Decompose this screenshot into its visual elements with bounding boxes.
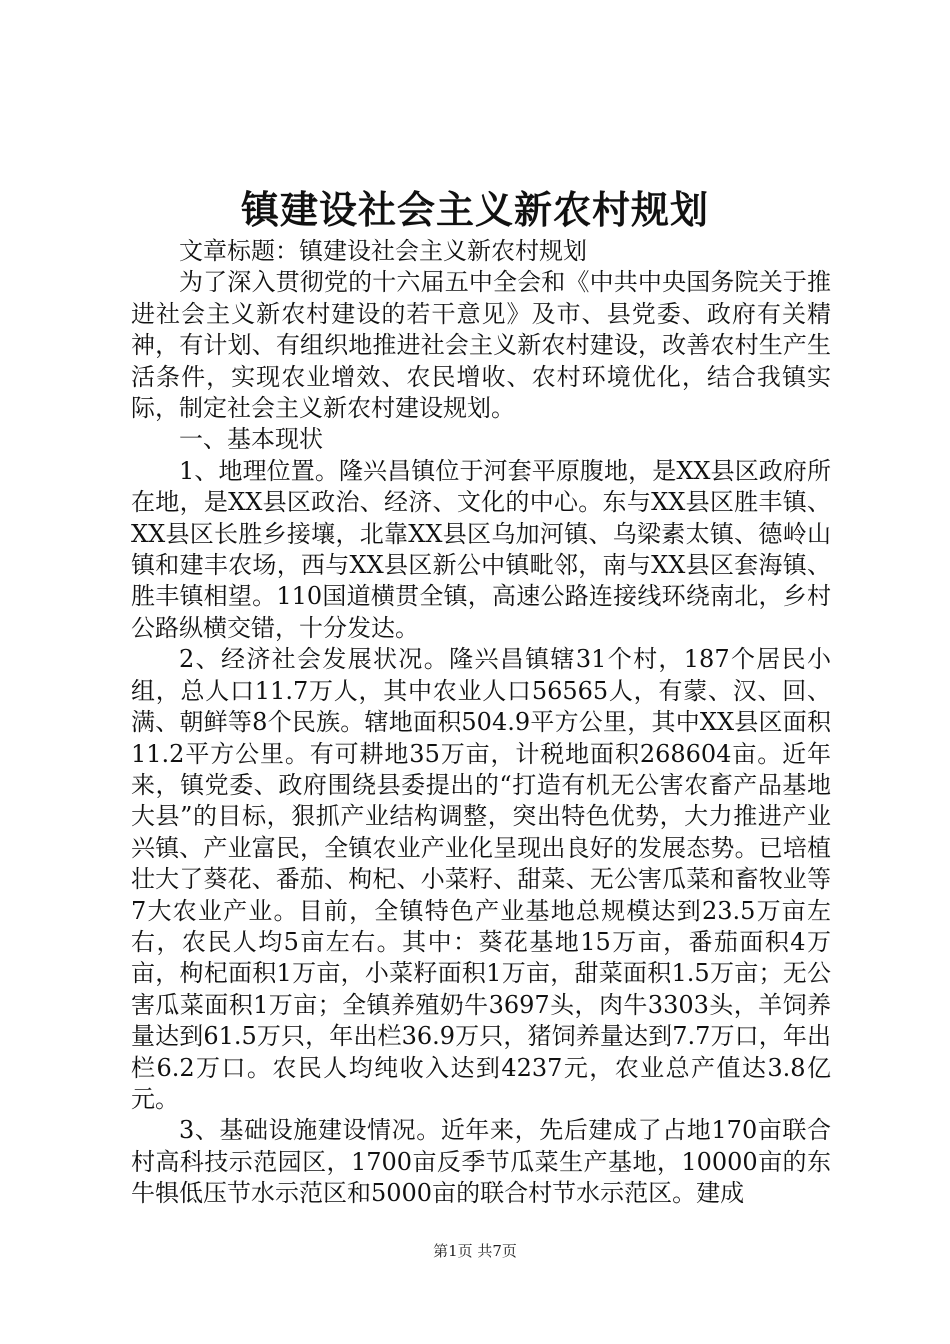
- paragraph-infrastructure: 3、基础设施建设情况。近年来，先后建成了占地170亩联合村高科技示范园区，1700亩反季节瓜菜生产基地，10000亩的东牛犋低压节水示范区和5000亩的联合村节水示范区。建成: [131, 1116, 831, 1208]
- paragraph-geography: 1、地理位置。隆兴昌镇位于河套平原腹地，是XX县区政府所在地，是XX县区政治、经济、文化的中心。东与XX县区胜丰镇、XX县区长胜乡接壤，北靠XX县区乌加河镇、乌梁素太镇、德岭山镇和建丰农场，西与XX县区新公中镇毗邻，南与XX县区套海镇、胜丰镇相望。110国道横贯全镇，高速公路连接线环绕南北，乡村公路纵横交错，十分发达。: [131, 456, 831, 642]
- document-body: [131, 236, 831, 1210]
- paragraph-intro: 为了深入贯彻党的十六届五中全会和《中共中央国务院关于推进社会主义新农村建设的若干意见》及市、县党委、政府有关精神，有计划、有组织地推进社会主义新农村建设，改善农村生产生活条件，实现农业增效、农民增收、农村环境优化，结合我镇实际，制定社会主义新农村建设规划。: [131, 268, 831, 423]
- section-heading-basic-status: 一、基本现状: [179, 425, 323, 454]
- document-title: 镇建设社会主义新农村规划: [240, 187, 709, 232]
- page-footer: 第1页 共7页: [433, 1242, 517, 1260]
- article-title-line: 文章标题：镇建设社会主义新农村规划: [179, 237, 587, 265]
- paragraph-economy: 2、经济社会发展状况。隆兴昌镇辖31个村，187个居民小组，总人口11.7万人，其中农业人口56565人，有蒙、汉、回、满、朝鲜等8个民族。辖地面积504.9平方公里，其中XX县区面积11.2平方公里。有可耕地35万亩，计税地面积268604亩。近年来，镇党委、政府围绕县委提出的“打造有机无公害农畜产品基地大县”的目标，狠抓产业结构调整，突出特色优势，大力推进产业兴镇、产业富民，全镇农业产业化呈现出良好的发展态势。已培植壮大了葵花、番茄、枸杞、小菜籽、甜菜、无公害瓜菜和畜牧业等7大农业产业。目前，全镇特色产业基地总规模达到23.5万亩左右，农民人均5亩左右。其中：葵花基地15万亩，番茄面积4万亩，枸杞面积1万亩，小菜籽面积1万亩，甜菜面积1.5万亩；无公害瓜菜面积1万亩；全镇养殖奶牛3697头，肉牛3303头，羊饲养量达到61.5万只，年出栏36.9万只，猪饲养量达到7.7万口，年出栏6.2万口。农民人均纯收入达到4237元，农业总产值达3.8亿元。: [131, 645, 831, 1113]
